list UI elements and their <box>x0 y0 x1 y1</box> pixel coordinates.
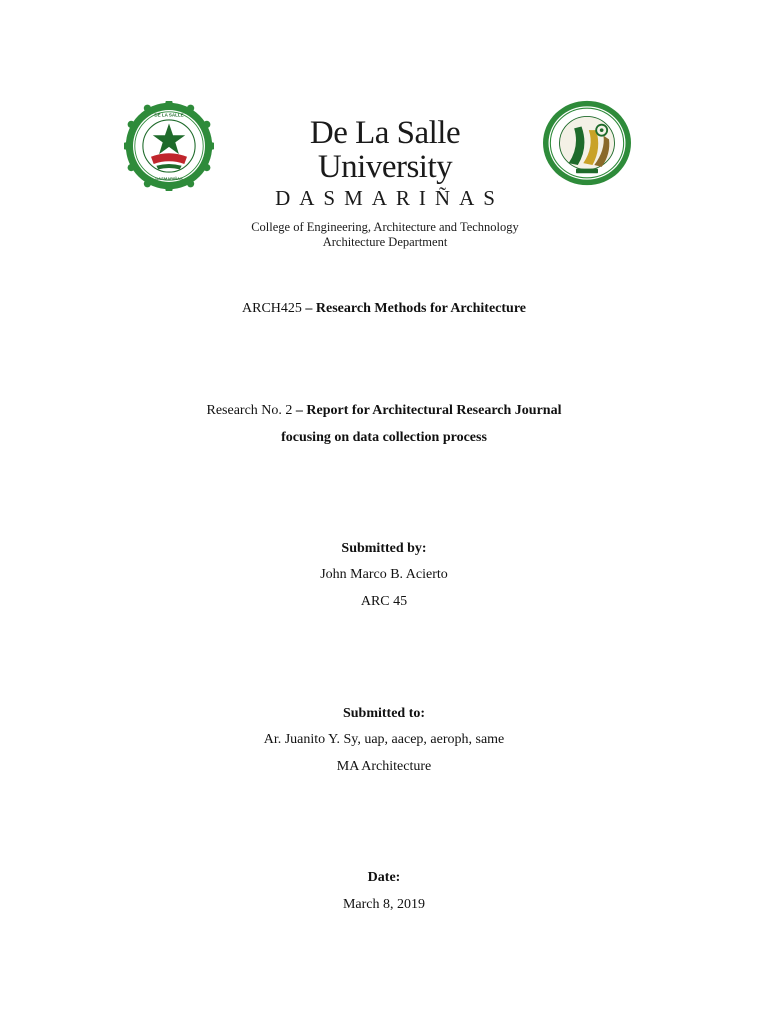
research-title-line2: focusing on data collection process <box>281 430 487 445</box>
date-label: Date: <box>367 870 401 885</box>
submitted-by-section: ARC 45 <box>360 594 408 609</box>
submitted-to-name: Ar. Juanito Y. Sy, uap, aacep, aeroph, same <box>263 732 505 747</box>
svg-text:DE LA SALLE: DE LA SALLE <box>154 112 184 118</box>
campus-name: DASMARIÑAS <box>275 186 504 210</box>
research-dash: – <box>292 403 307 418</box>
dlsu-seal-logo <box>124 101 214 191</box>
ceat-seal-logo <box>541 99 633 187</box>
date-value: March 8, 2019 <box>342 897 426 912</box>
department-name: Architecture Department <box>322 235 448 249</box>
research-line-1 <box>0 402 768 420</box>
submitted-by-name: John Marco B. Acierto <box>320 567 448 582</box>
course-line <box>0 300 768 318</box>
course-code: ARCH425 <box>242 301 302 316</box>
submitted-to-label: Submitted to: <box>342 706 426 721</box>
submitted-by-label: Submitted by: <box>341 541 427 556</box>
submitted-to-degree: MA Architecture <box>336 759 432 774</box>
course-dash: – <box>301 301 316 316</box>
research-title-line1: Report for Architectural Research Journal <box>306 403 562 418</box>
course-title: Research Methods for Architecture <box>315 301 526 316</box>
university-header <box>240 116 530 250</box>
university-name: De La Salle University <box>309 115 461 185</box>
college-name: College of Engineering, Architecture and Technology <box>251 220 519 234</box>
research-number: Research No. 2 <box>206 403 293 418</box>
svg-text:DASMARIÑAS: DASMARIÑAS <box>155 176 183 182</box>
